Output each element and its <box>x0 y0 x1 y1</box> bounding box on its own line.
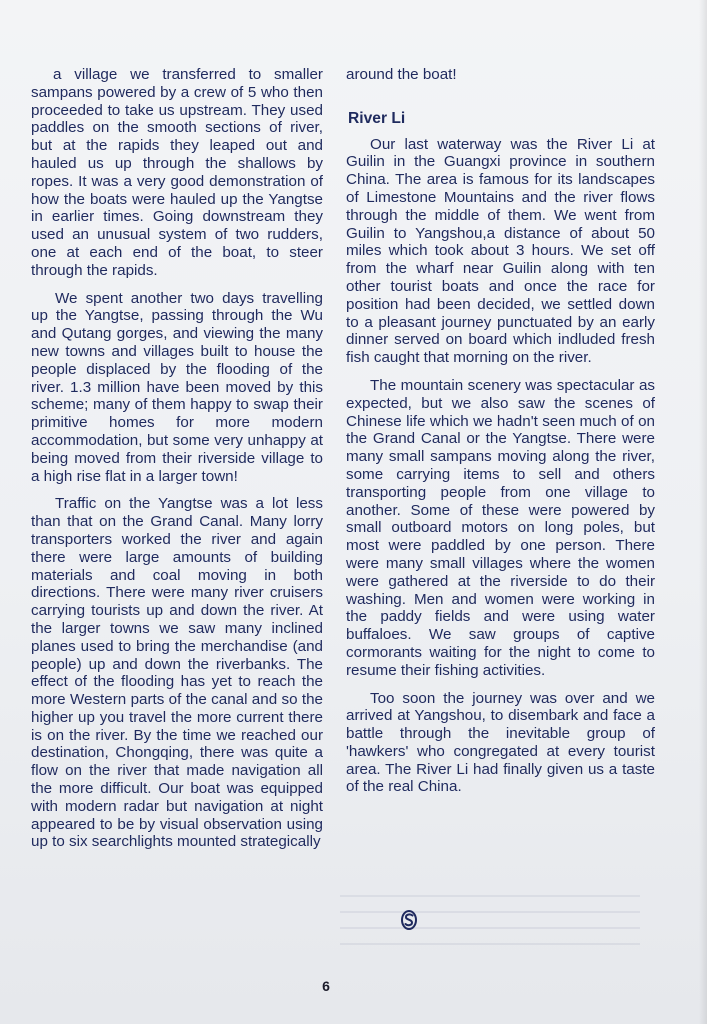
section-heading: River Li <box>348 109 406 127</box>
body-paragraph: We spent another two days travelling up the Yangtse, passing through the Wu and Qutang gorges, and viewing the many new towns and villages built to house the people displaced by the flooding of the river. 1.3 million have been moved by this scheme; many of them happy to swap their primitive homes for more modern accommodation, but some very unhappy at being moved from their riverside village to a high rise flat in a larger town! <box>31 289 323 485</box>
body-paragraph-continued: around the boat! <box>346 66 457 83</box>
body-paragraph: Our last waterway was the River Li at Guilin in the Guangxi province in southern China. The area is famous for its landscapes of Limestone Mountains and the river flows through the middle of them. We went from Guilin to Yangshou,a distance of about 50 miles which took about 3 hours. We set off from the wharf near Guilin along with ten other tourist boats and once the race for position had been decided, we settled down to a pleasant journey punctuated by an early dinner served on board which indluded fresh fish caught that morning on the river. <box>346 135 655 367</box>
show-through-text <box>340 895 640 955</box>
body-paragraph: Too soon the journey was over and we arrived at Yangshou, to disembark and face a battle through the inevitable group of 'hawkers' who congregated at every tourist area. The River Li had finally given us a taste of the real China. <box>346 689 655 796</box>
body-paragraph: Traffic on the Yangtse was a lot less than that on the Grand Canal. Many lorry transporters worked the river and again there were large amounts of building materials and coal moving in both directions. There were many river cruisers carrying tourists up and down the river. At the larger towns we saw many inclined planes used to bring the merchandise (and people) up and down the riverbanks. The effect of the flooding has yet to reach the more Western parts of the canal and so the higher up you travel the more current there is on the river. By the time we reached our destination, Chongqing, there was quite a flow on the river that made navigation all the more difficult. Our boat was equipped with modern radar but navigation at night appeared to be by visual observation using up to six searchlights mounted strategically <box>31 495 323 851</box>
right-column <box>346 66 655 806</box>
body-paragraph: a village we transferred to smaller sampans powered by a crew of 5 who then proceeded to take us upstream. They used paddles on the smooth sections of river, but at the rapids they leaped out and hauled us up through the shallows by ropes. It was a very good demonstration of how the boats were hauled up the Yangtse in earlier times. Going downstream they used an unusual system of two rudders, one at each end of the boat, to steer through the rapids. <box>31 66 323 279</box>
society-logo-icon <box>398 909 420 931</box>
page-number: 6 <box>322 978 330 994</box>
body-paragraph: The mountain scenery was spectacular as expected, but we also saw the scenes of Chinese life which we hadn't seen much of on the Grand Canal or the Yangtse. There were many small sampans moving along the river, some carrying items to sell and others transporting people from one village to another. Some of these were powered by small outboard motors on long poles, but most were paddled by one person. There were many small villages where the women were gathered at the riverside to do their washing. Men and women were working in the paddy fields and were using water buffaloes. We saw groups of captive cormorants waiting for the night to come to resume their fishing activities. <box>346 376 655 679</box>
left-column <box>31 66 323 861</box>
